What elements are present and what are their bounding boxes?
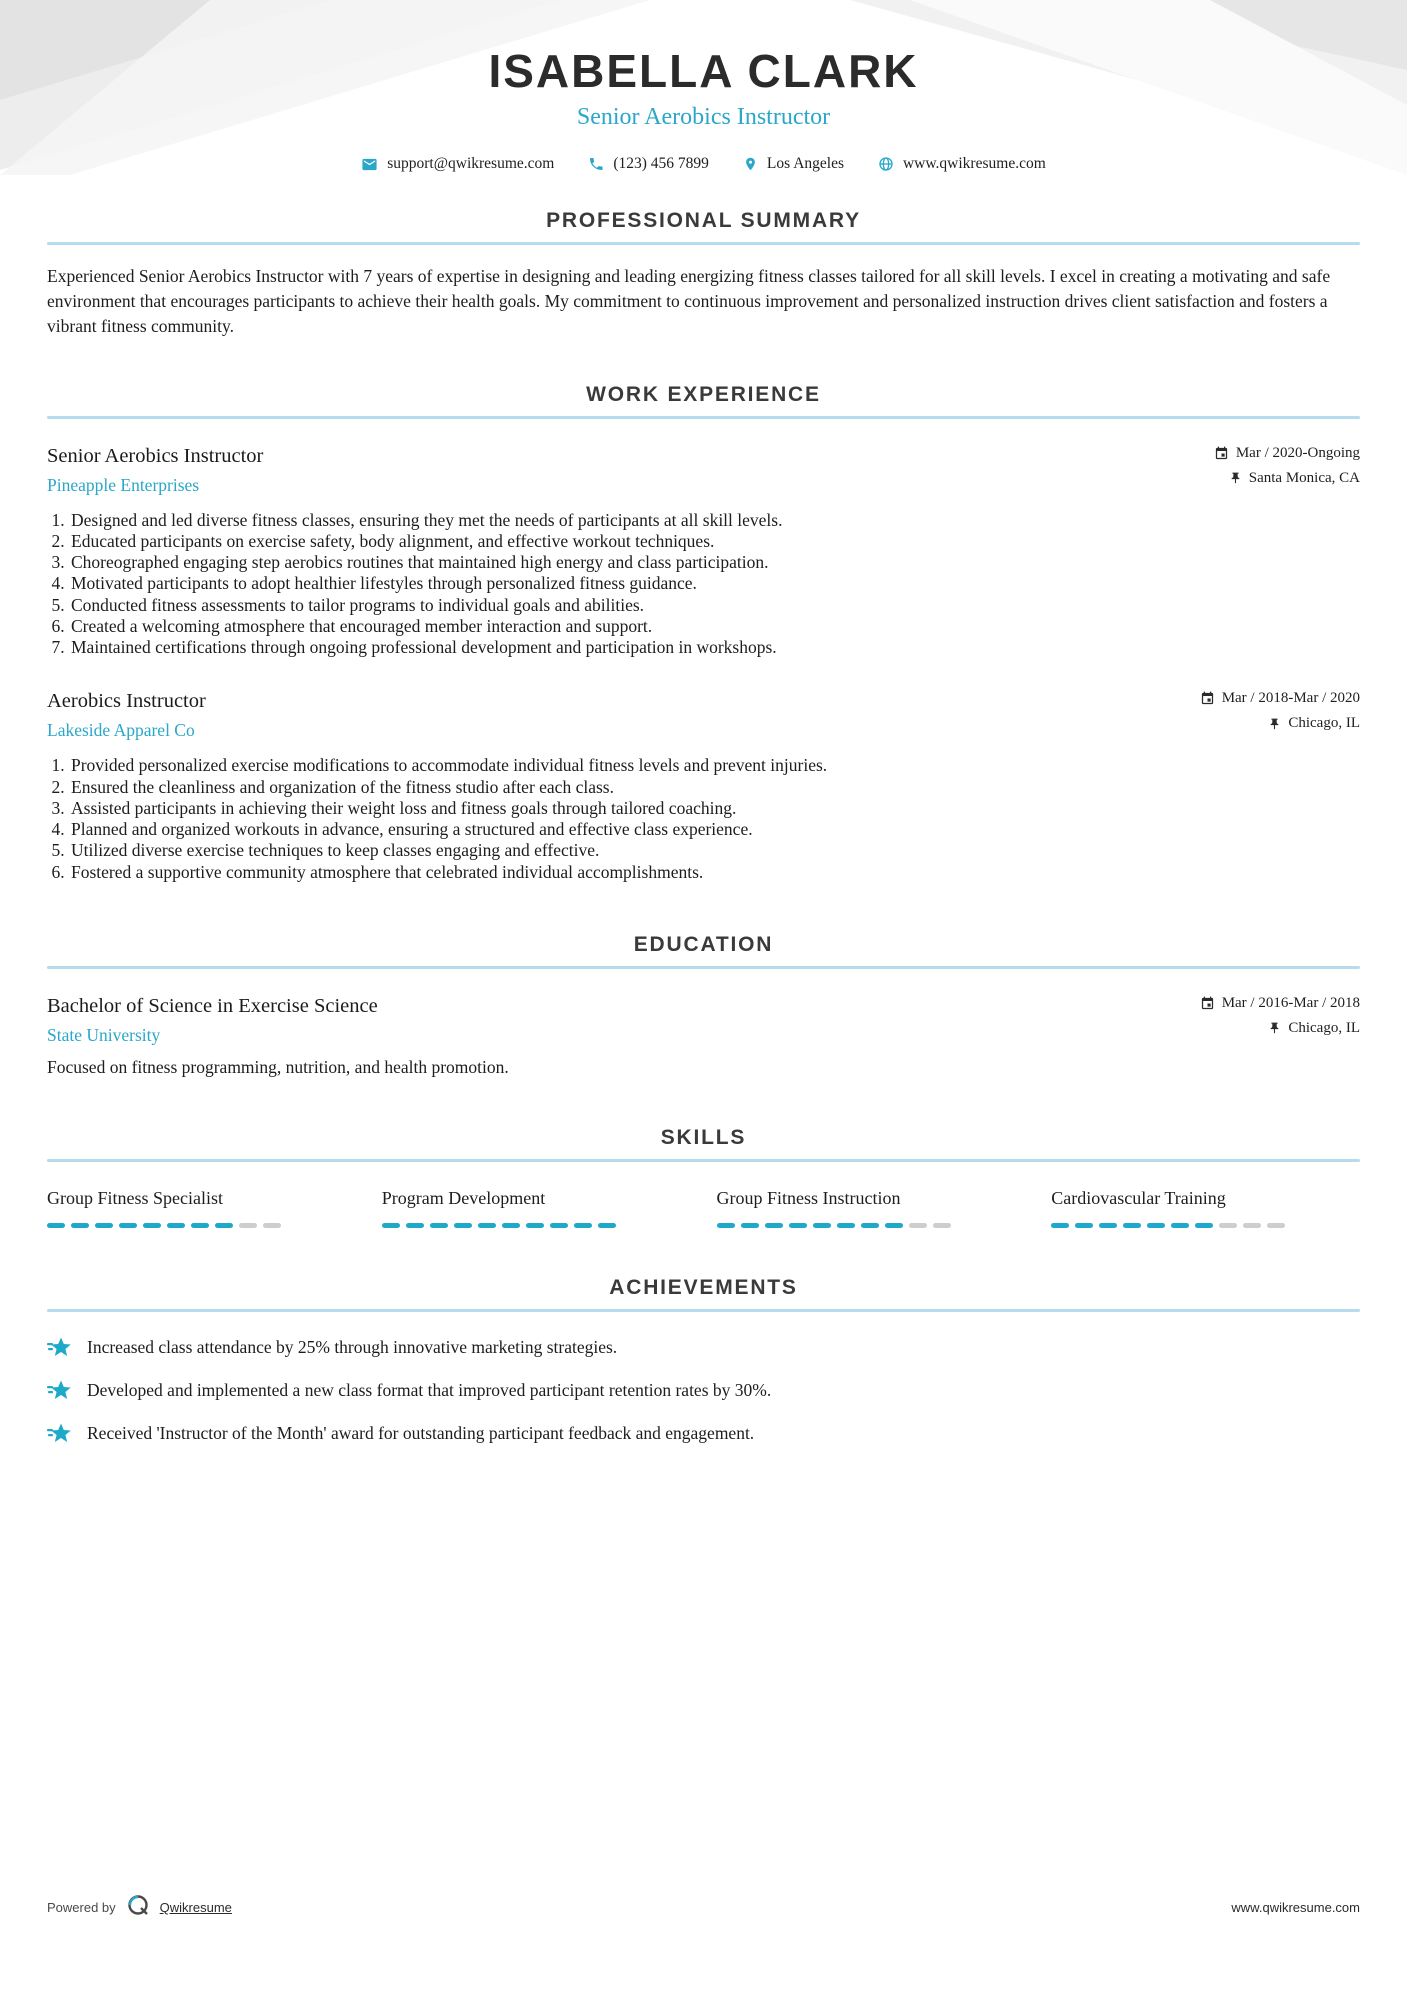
skill-dash [191, 1223, 209, 1228]
achievement-text: Received 'Instructor of the Month' award for outstanding participant feedback and engagement. [87, 1422, 755, 1443]
job-dates-line [1160, 690, 1360, 707]
job-bullet: 6. Created a welcoming atmosphere that encouraged member interaction and support. [69, 616, 1360, 637]
section-education [47, 933, 1360, 1078]
job-bullet: 3. Assisted participants in achieving their weight loss and fitness goals through tailored coaching. [69, 798, 1360, 819]
job-bullet: 2. Ensured the cleanliness and organization of the fitness studio after each class. [69, 777, 1360, 798]
skill-dash [119, 1223, 137, 1228]
candidate-name: ISABELLA CLARK [488, 45, 919, 97]
contact-row [0, 155, 1407, 173]
job-title-block [47, 690, 206, 741]
achievement-text: Developed and implemented a new class format that improved participant retention rates by 30%. [87, 1379, 772, 1400]
job-entry [47, 690, 1360, 883]
job-location-line [1160, 715, 1360, 732]
powered-by-label: Powered by [47, 1900, 116, 1915]
job-bullet-list [47, 755, 1360, 883]
education-description: Focused on fitness programming, nutrition, and health promotion. [47, 1056, 509, 1077]
pushpin-icon [1268, 717, 1281, 731]
skill-dash [215, 1223, 233, 1228]
skill-name: Group Fitness Specialist [47, 1187, 223, 1208]
achievement-star-icon [47, 1422, 71, 1449]
skill-dash [406, 1223, 424, 1228]
calendar-icon [1214, 446, 1229, 461]
job-bullet: 1. Provided personalized exercise modifications to accommodate individual fitness levels and prevent injuries. [69, 755, 1360, 776]
section-divider [47, 242, 1360, 245]
achievement-text: Increased class attendance by 25% through innovative marketing strategies. [87, 1336, 618, 1357]
contact-email-text: support@qwikresume.com [387, 155, 555, 172]
job-location: Santa Monica, CA [1248, 469, 1360, 486]
achievements-heading: ACHIEVEMENTS [609, 1275, 798, 1299]
job-dates: Mar / 2018-Mar / 2020 [1221, 690, 1360, 707]
contact-location [743, 155, 844, 173]
job-title: Aerobics Instructor [47, 690, 206, 713]
education-meta [1160, 995, 1360, 1045]
skill-dash [765, 1223, 783, 1228]
education-heading: EDUCATION [633, 932, 774, 956]
calendar-icon [1200, 996, 1215, 1011]
skills-grid [47, 1188, 1360, 1228]
skill-dash [1171, 1223, 1189, 1228]
calendar-icon [1200, 691, 1215, 706]
section-divider [47, 966, 1360, 969]
job-bullet: 7. Maintained certifications through ongoing professional development and participation in workshops. [69, 637, 1360, 658]
skill-level-bar [717, 1223, 1026, 1228]
skill-dash [550, 1223, 568, 1228]
skill-dash [1099, 1223, 1117, 1228]
job-bullet: 4. Motivated participants to adopt healthier lifestyles through personalized fitness guidance. [69, 573, 1360, 594]
footer [47, 1893, 1360, 1922]
summary-text: Experienced Senior Aerobics Instructor with 7 years of expertise in designing and leading energizing fitness classes tailored for all skill levels. I excel in creating a motivating and safe environment that encourages participants to achieve their health goals. My commitment to continuous improvement and personalized instruction drives client satisfaction and fosters a vibrant fitness community. [47, 266, 1331, 336]
skill-dash [167, 1223, 185, 1228]
job-bullet: 4. Planned and organized workouts in advance, ensuring a structured and effective class experience. [69, 819, 1360, 840]
resume-content [0, 209, 1407, 1449]
section-skills [47, 1126, 1360, 1228]
skill-dash [741, 1223, 759, 1228]
achievement-star-icon [47, 1379, 71, 1406]
education-entry [47, 995, 1360, 1078]
qwikresume-logo-icon [126, 1893, 150, 1922]
skill-dash [1147, 1223, 1165, 1228]
globe-icon [878, 156, 894, 172]
skill-dash [1219, 1223, 1237, 1228]
skill-dash [598, 1223, 616, 1228]
location-pin-icon [743, 156, 758, 172]
job-header [47, 690, 1360, 741]
contact-website-text: www.qwikresume.com [902, 155, 1046, 172]
skill-level-bar [382, 1223, 691, 1228]
footer-branding [47, 1893, 232, 1922]
skill-dash [143, 1223, 161, 1228]
education-title-block [47, 995, 378, 1046]
contact-phone-text: (123) 456 7899 [613, 155, 709, 172]
achievement-item [47, 1379, 1360, 1406]
job-bullet: 1. Designed and led diverse fitness classes, ensuring they met the needs of participants at all skill levels. [69, 510, 1360, 531]
skill-dash [1075, 1223, 1093, 1228]
skill-dash [47, 1223, 65, 1228]
contact-phone [588, 155, 709, 173]
skill-dash [526, 1223, 544, 1228]
education-header [47, 995, 1360, 1046]
skill-dash [813, 1223, 831, 1228]
contact-location-text: Los Angeles [766, 155, 844, 172]
email-icon [361, 156, 378, 173]
qwikresume-brand-link[interactable]: Qwikresume [159, 1900, 232, 1915]
achievement-list [47, 1336, 1360, 1449]
skill-dash [1243, 1223, 1261, 1228]
skill-dash [789, 1223, 807, 1228]
skill-dash [1195, 1223, 1213, 1228]
skill-dash [478, 1223, 496, 1228]
skill-dash [885, 1223, 903, 1228]
skill-dash [1267, 1223, 1285, 1228]
candidate-title: Senior Aerobics Instructor [576, 104, 831, 130]
section-divider [47, 1159, 1360, 1162]
job-meta [1160, 445, 1360, 495]
achievement-item [47, 1422, 1360, 1449]
summary-heading: PROFESSIONAL SUMMARY [546, 209, 861, 232]
job-title: Senior Aerobics Instructor [47, 444, 264, 467]
skill-dash [382, 1223, 400, 1228]
job-bullet: 5. Conducted fitness assessments to tailor programs to individual goals and abilities. [69, 595, 1360, 616]
education-degree: Bachelor of Science in Exercise Science [47, 994, 378, 1017]
skill-name: Cardiovascular Training [1051, 1187, 1226, 1208]
skill-dash [1123, 1223, 1141, 1228]
skill-dash [454, 1223, 472, 1228]
education-dates-line [1160, 995, 1360, 1012]
job-company: Pineapple Enterprises [47, 474, 200, 495]
section-divider [47, 1309, 1360, 1312]
achievement-item [47, 1336, 1360, 1363]
skill-name: Program Development [381, 1187, 546, 1208]
skills-heading: SKILLS [660, 1125, 747, 1149]
skill-dash [239, 1223, 257, 1228]
phone-icon [588, 156, 604, 172]
skill-dash [430, 1223, 448, 1228]
education-school: State University [47, 1024, 161, 1045]
work-heading: WORK EXPERIENCE [586, 382, 821, 406]
pushpin-icon [1229, 471, 1242, 485]
footer-website-link[interactable]: www.qwikresume.com [1231, 1900, 1360, 1915]
job-location-line [1160, 470, 1360, 487]
education-location: Chicago, IL [1288, 1019, 1360, 1036]
job-bullet: 3. Choreographed engaging step aerobics routines that maintained high energy and class participation. [69, 552, 1360, 573]
skill-level-bar [1051, 1223, 1360, 1228]
job-meta [1160, 690, 1360, 740]
job-dates: Mar / 2020-Ongoing [1235, 444, 1360, 461]
skill-dash [502, 1223, 520, 1228]
skill-dash [861, 1223, 879, 1228]
job-bullet: 6. Fostered a supportive community atmosphere that celebrated individual accomplishments. [69, 862, 1360, 883]
skill-dash [933, 1223, 951, 1228]
skill-item [382, 1188, 691, 1228]
job-location: Chicago, IL [1288, 715, 1360, 732]
skill-dash [1051, 1223, 1069, 1228]
skill-item [1051, 1188, 1360, 1228]
job-dates-line [1160, 445, 1360, 462]
job-bullet: 5. Utilized diverse exercise techniques to keep classes engaging and effective. [69, 840, 1360, 861]
achievement-star-icon [47, 1336, 71, 1363]
section-divider [47, 416, 1360, 419]
contact-website[interactable] [878, 155, 1046, 173]
skill-item [47, 1188, 356, 1228]
header [0, 0, 1407, 173]
job-title-block [47, 445, 263, 496]
job-header [47, 445, 1360, 496]
education-dates: Mar / 2016-Mar / 2018 [1221, 994, 1360, 1011]
job-bullet: 2. Educated participants on exercise safety, body alignment, and effective workout techniques. [69, 531, 1360, 552]
section-professional-summary [47, 209, 1360, 339]
skill-level-bar [47, 1223, 356, 1228]
job-bullet-list [47, 510, 1360, 659]
skill-dash [574, 1223, 592, 1228]
job-company: Lakeside Apparel Co [47, 720, 195, 741]
skill-dash [909, 1223, 927, 1228]
section-work-experience [47, 383, 1360, 883]
skill-dash [71, 1223, 89, 1228]
pushpin-icon [1268, 1021, 1281, 1035]
skill-dash [717, 1223, 735, 1228]
skill-dash [837, 1223, 855, 1228]
section-achievements [47, 1276, 1360, 1449]
skill-item [717, 1188, 1026, 1228]
skill-dash [95, 1223, 113, 1228]
skill-name: Group Fitness Instruction [716, 1187, 901, 1208]
job-entry [47, 445, 1360, 659]
contact-email[interactable] [361, 155, 554, 173]
skill-dash [263, 1223, 281, 1228]
education-location-line [1160, 1020, 1360, 1037]
